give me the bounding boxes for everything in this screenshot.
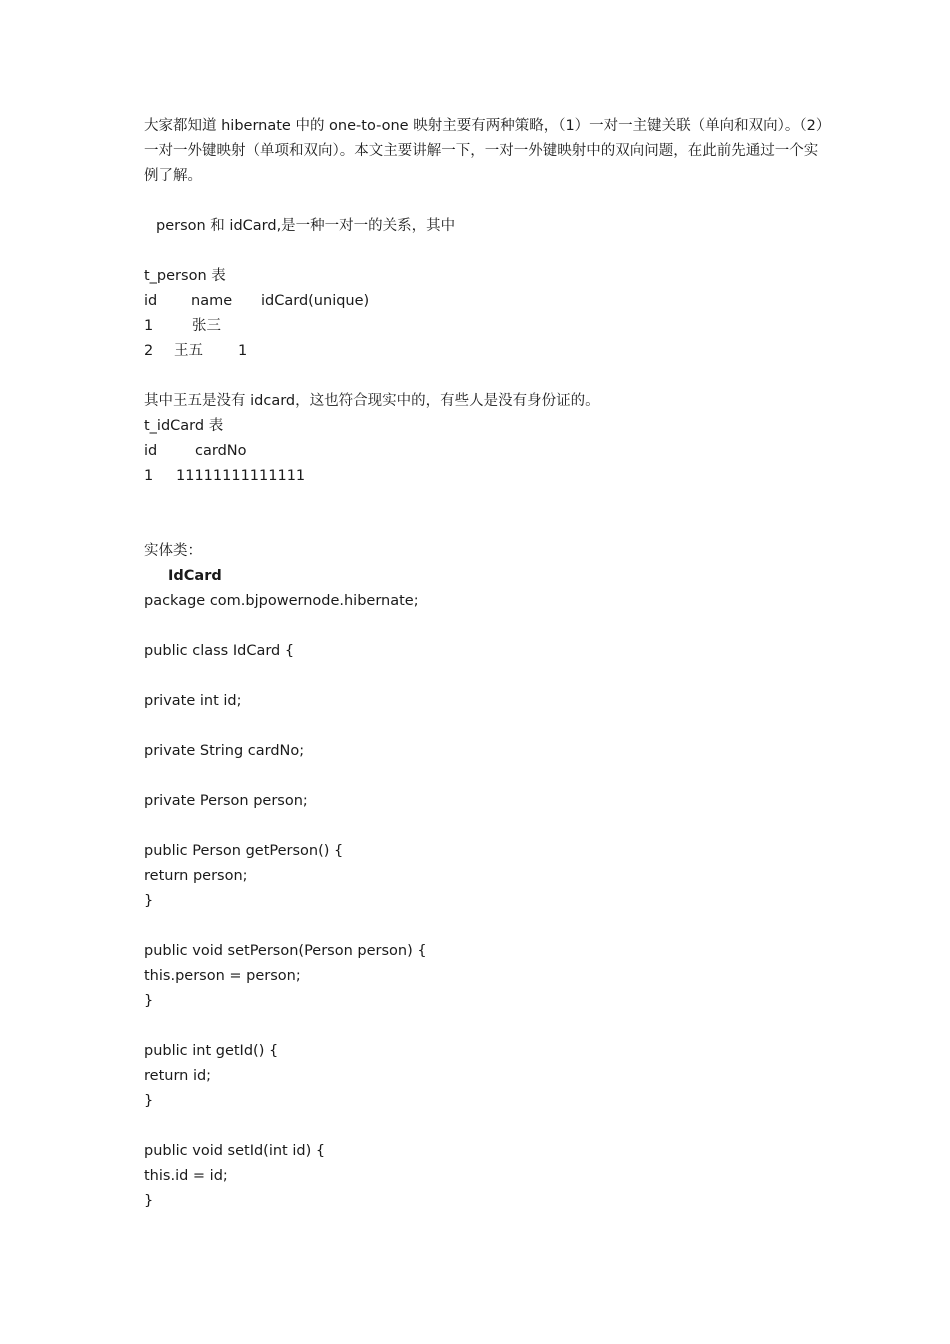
t-idcard-cell-id: 1 (144, 468, 154, 484)
t-person-header-row (144, 289, 824, 314)
document-page (144, 114, 824, 1214)
code-line: } (144, 993, 154, 1009)
relation-line: person 和 idCard,是一种一对一的关系，其中 (156, 218, 456, 234)
code-line: public Person getPerson() { (144, 843, 344, 859)
t-idcard-header-row (144, 439, 824, 464)
t-person-cell-name: 张三 (192, 318, 221, 334)
spacer (144, 614, 824, 639)
spacer (144, 664, 824, 689)
t-person-cell-id: 2 (144, 343, 154, 359)
t-person-cell-name: 王五 (174, 343, 203, 359)
code-line: this.person = person; (144, 968, 301, 984)
code-line: } (144, 1093, 154, 1109)
t-person-header-name: name (191, 293, 233, 309)
intro-paragraph: 大家都知道 hibernate 中的 one-to-one 映射主要有两种策略，（1）一对一主键关联（单向和双向）。（2）一对一外键映射（单项和双向）。本文主要讲解一下，一对一外键映射中的双向问题，在此前先通过一个实例了解。 (144, 118, 824, 184)
t-person-cell-id: 1 (144, 318, 154, 334)
code-line: return id; (144, 1068, 212, 1084)
table-row (144, 339, 824, 364)
code-line: } (144, 1193, 154, 1209)
table-row (144, 464, 824, 489)
t-person-header-id: id (144, 293, 158, 309)
t-person-cell-idcard: 1 (238, 343, 248, 359)
t-person-header-idcard: idCard(unique) (261, 293, 370, 309)
code-line: private int id; (144, 693, 242, 709)
spacer (144, 1014, 824, 1039)
code-line: package com.bjpowernode.hibernate; (144, 593, 419, 609)
spacer (144, 364, 824, 389)
spacer (144, 1114, 824, 1139)
spacer (144, 514, 824, 539)
spacer (144, 814, 824, 839)
code-line: public int getId() { (144, 1043, 279, 1059)
t-idcard-header-id: id (144, 443, 158, 459)
t-idcard-title: t_idCard 表 (144, 418, 224, 434)
spacer (144, 189, 824, 214)
code-line: return person; (144, 868, 248, 884)
spacer (144, 714, 824, 739)
spacer (144, 489, 824, 514)
code-line: public class IdCard { (144, 643, 295, 659)
spacer (144, 239, 824, 264)
code-line: public void setPerson(Person person) { (144, 943, 427, 959)
note-line: 其中王五是没有 idcard，这也符合现实中的，有些人是没有身份证的。 (144, 393, 600, 409)
code-line: private Person person; (144, 793, 308, 809)
t-person-title: t_person 表 (144, 268, 226, 284)
table-row (144, 314, 824, 339)
code-line: this.id = id; (144, 1168, 228, 1184)
code-line: } (144, 893, 154, 909)
entity-label: 实体类： (144, 543, 202, 559)
code-line: public void setId(int id) { (144, 1143, 326, 1159)
t-idcard-cell-cardno: 11111111111111 (176, 468, 306, 484)
spacer (144, 914, 824, 939)
t-idcard-header-cardno: cardNo (195, 443, 247, 459)
code-line: private String cardNo; (144, 743, 305, 759)
class-label: IdCard (168, 568, 222, 584)
spacer (144, 764, 824, 789)
